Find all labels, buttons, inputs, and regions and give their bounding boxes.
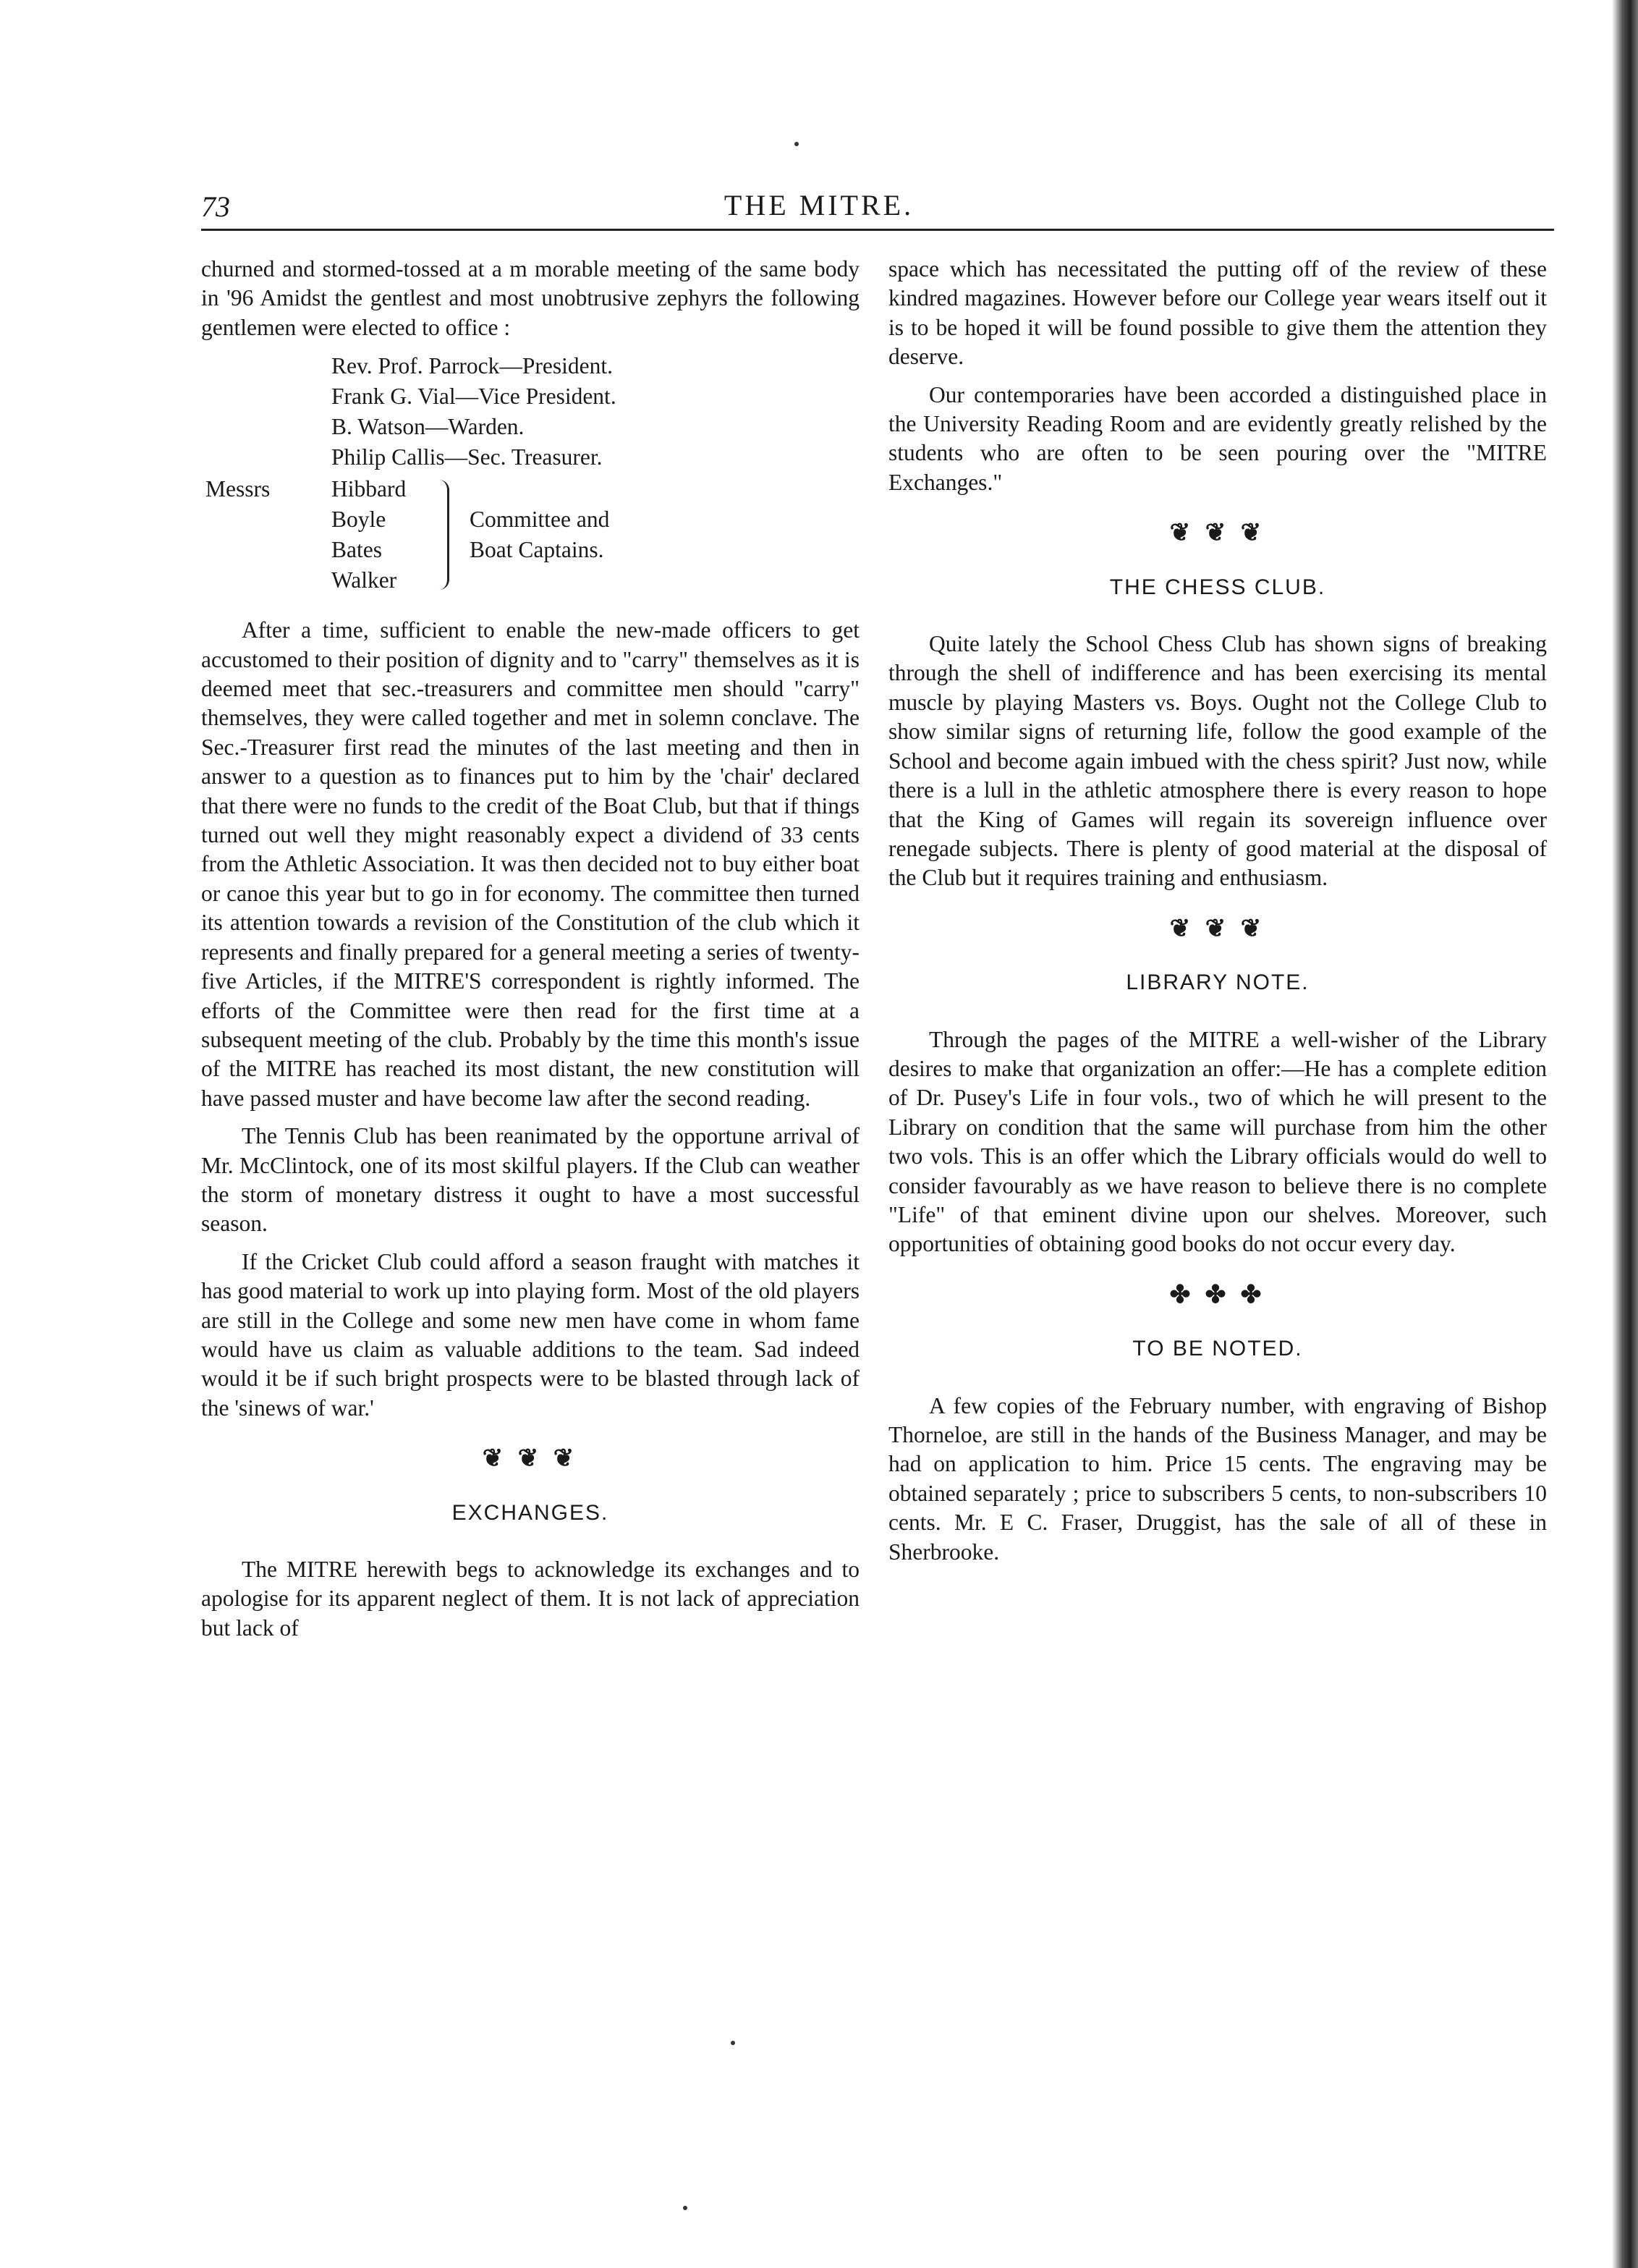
library-note-paragraph: Through the pages of the MITRE a well-wisher of the Library desires to make that organization an offer:—He has a complete edition of Dr. Pusey's Life in four vols., two of which he will present to the Library on condition that the same will purchase from him the other two vols. This is an offer which the Library officials would do well to consider favourably as we have reason to believe there is no complete "Life" of that eminent divine upon our shelves. Moreover, such opportunities of obtaining good books do not occur every day. xyxy=(888,1026,1547,1257)
library-note-heading: LIBRARY NOTE. xyxy=(1126,970,1310,995)
officer-roster xyxy=(201,351,860,596)
section-ornament: ❦ ❦ ❦ xyxy=(482,1445,579,1473)
committee-names xyxy=(331,474,430,596)
officer-line: B. Watson—Warden. xyxy=(331,414,525,440)
exchanges-heading: EXCHANGES. xyxy=(451,1500,609,1525)
committee-name: Bates xyxy=(331,537,382,563)
boat-club-paragraph: After a time, sufficient to enable the new-made officers to get accustomed to their position of dignity and to "carry" themselves as it is deemed meet that sec.-treasurers and committee men should "carry" themselves, they were called together and met in solemn conclave. The Sec.-Treasurer first read the minutes of the last meeting and then in answer to a question as to finances put to him by the 'chair' declared that there were no funds to the credit of the Boat Club, but that if things turned out well they might reasonably expect a dividend of 33 cents from the Athletic Association. It was then decided not to buy either boat or canoe this year but to go in for economy. The committee then turned its attention towards a revision of the Constitution of the club which it represents and finally prepared for a general meeting a series of twenty-five Articles, if the MITRE'S correspondent is rightly informed. The efforts of the Committee were then read for the first time at a subsequent meeting of the club. Probably by the time this month's issue of the MITRE has reached its most distant, the new constitution will have passed muster and have become law after the second reading. xyxy=(201,617,860,1111)
committee-name: Hibbard xyxy=(331,476,407,502)
exchanges-continued: space which has necessitated the putting off of the review of these kindred magazines. However before our College year wears itself out it is to be hoped it will be found possible to give them the attention they deserve. xyxy=(888,256,1547,370)
to-be-noted-heading: TO BE NOTED. xyxy=(1132,1337,1303,1361)
speck xyxy=(731,2041,735,2045)
committee-name: Boyle xyxy=(331,507,386,533)
committee-prefix: Messrs xyxy=(205,476,271,502)
committee-name: Walker xyxy=(331,567,397,593)
section-ornament: ❦ ❦ ❦ xyxy=(1169,520,1266,547)
page-number: 73 xyxy=(201,190,230,223)
running-title: THE MITRE. xyxy=(723,189,915,221)
officer-line: Rev. Prof. Parrock—President. xyxy=(331,353,614,379)
section-ornament: ✤ ✤ ✤ xyxy=(1169,1281,1266,1308)
contemporaries-paragraph: Our contemporaries have been accorded a distinguished place in the University Reading Room and are evidently greatly relished by the students who are often to be seen pouring over the "MITRE Exchanges." xyxy=(888,381,1547,495)
committee-role-line: Committee and xyxy=(470,507,610,533)
chess-club-heading: THE CHESS CLUB. xyxy=(1109,575,1326,599)
intro-paragraph: churned and stormed-tossed at a m morable meeting of the same body in '96 Amidst the gentlest and most unobtrusive zephyrs the following gentlemen were elected to office : xyxy=(201,256,860,340)
speck xyxy=(794,142,799,146)
exchanges-paragraph: The MITRE herewith begs to acknowledge its exchanges and to apologise for its apparent neglect of them. It is not lack of appreciation but lack of xyxy=(201,1557,860,1641)
cricket-club-paragraph: If the Cricket Club could afford a season fraught with matches it has good material to work up into playing form. Most of the old players are still in the College and some new men have come in whom fame would have us claim as valuable additions to the team. Sad indeed would it be if such bright prospects were to be blasted through lack of the 'sinews of war.' xyxy=(201,1248,860,1421)
officer-line: Frank G. Vial—Vice President. xyxy=(331,384,616,410)
page-edge-shadow xyxy=(1612,0,1638,2268)
committee-role-line: Boat Captains. xyxy=(470,537,604,563)
left-column xyxy=(201,255,860,1651)
speck xyxy=(683,2206,687,2210)
tennis-club-paragraph: The Tennis Club has been reanimated by the opportune arrival of Mr. McClintock, one of its most skilful players. If the Club can weather the storm of monetary distress it ought to have a most successful season. xyxy=(201,1123,860,1237)
section-ornament: ❦ ❦ ❦ xyxy=(1169,915,1266,942)
committee-role xyxy=(457,474,609,596)
header-rule xyxy=(201,229,1554,231)
brace-glyph xyxy=(430,480,449,590)
right-column xyxy=(888,255,1547,1575)
chess-club-paragraph: Quite lately the School Chess Club has shown signs of breaking through the shell of indifference and has been exercising its mental muscle by playing Masters vs. Boys. Ought not the College Club to show similar signs of returning life, follow the good example of the School and become again imbued with the chess spirit? Just now, while there is a lull in the athletic atmosphere there is every reason to hope that the King of Games will regain its sovereign influence over renegade subjects. There is plenty of good material at the disposal of the Club but it requires training and enthusiasm. xyxy=(888,631,1547,891)
officer-line: Philip Callis—Sec. Treasurer. xyxy=(331,444,603,470)
to-be-noted-paragraph: A few copies of the February number, with engraving of Bishop Thorneloe, are still in the hands of the Business Manager, and may be had on application to him. Price 15 cents. The engraving may be obtained separately ; price to subscribers 5 cents, to non-subscribers 10 cents. Mr. E C. Fraser, Druggist, has the sale of all of these in Sherbrooke. xyxy=(888,1392,1547,1565)
committee-block xyxy=(201,474,860,596)
